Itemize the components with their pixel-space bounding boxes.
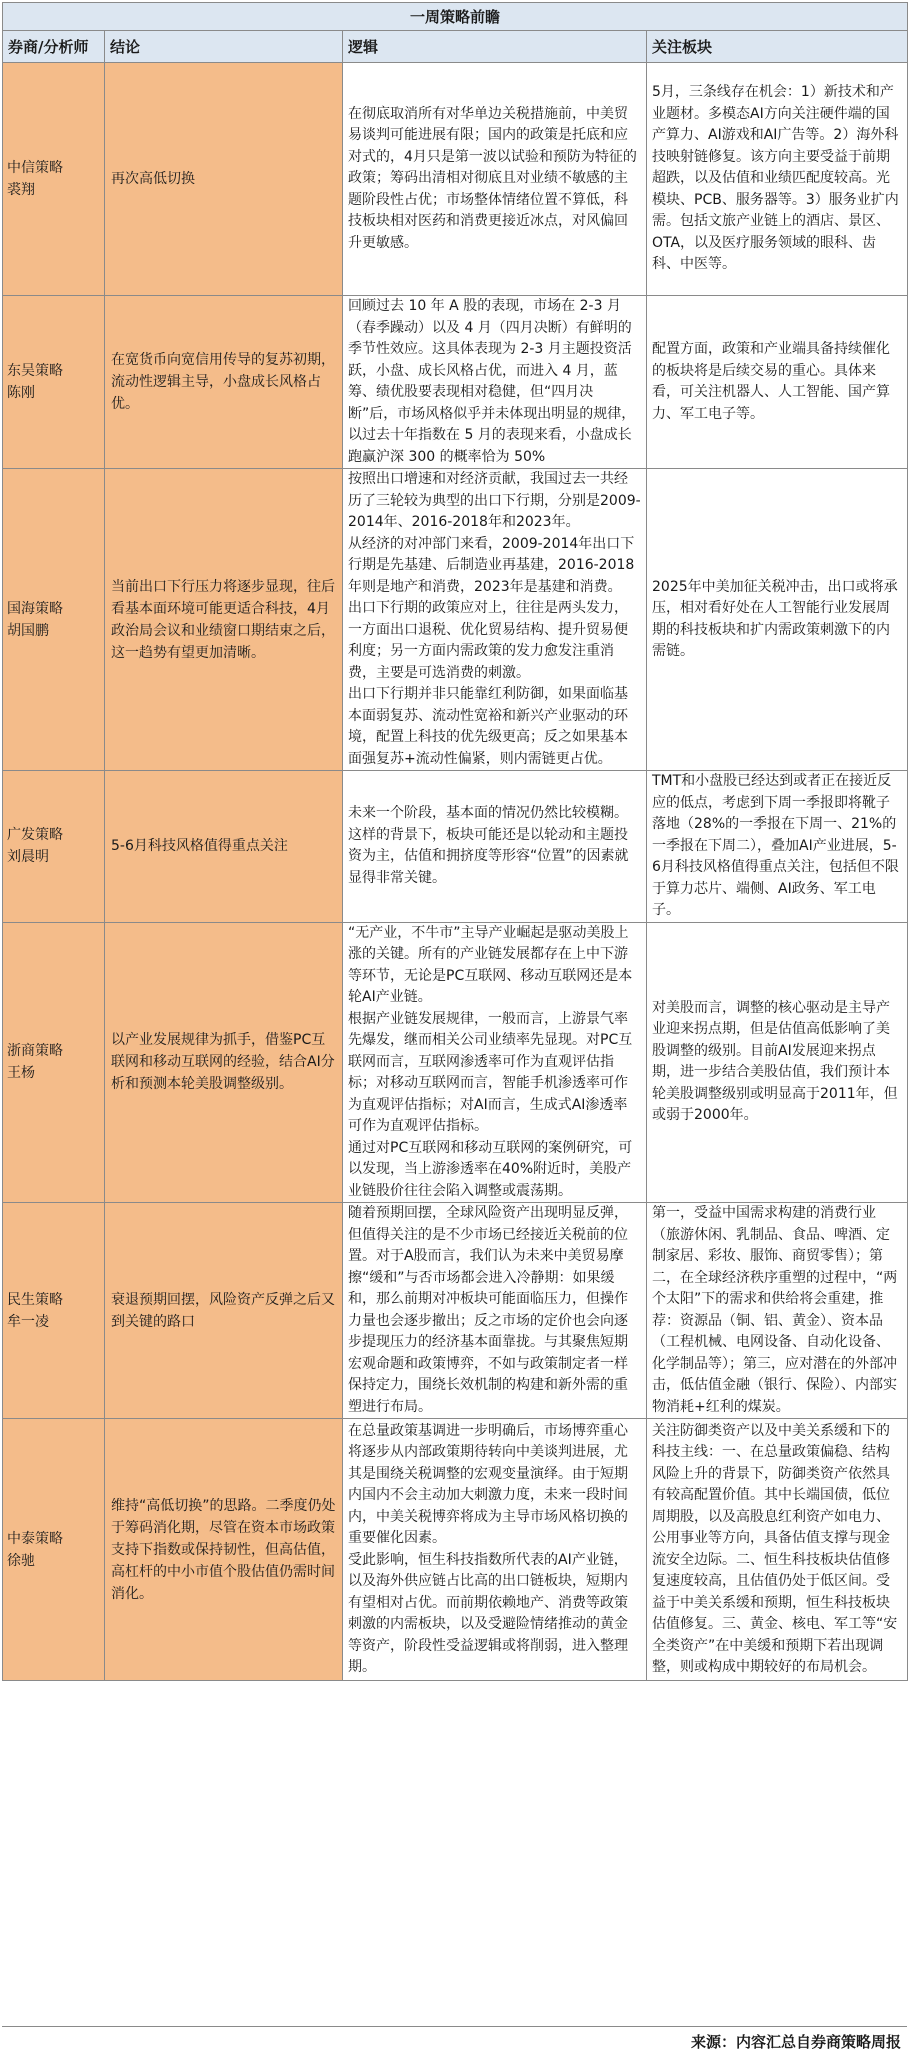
logic-cell [343, 63, 647, 296]
broker-name: 东吴策略 [7, 363, 63, 379]
broker-name: 国海策略 [7, 600, 63, 617]
logic-paragraph: 未来一个阶段，基本面的情况仍然比较模糊。这样的背景下，板块可能还是以轮动和主题投资为主，估值和拥挤度等形容“位置”的因素就显得非常关键。 [348, 805, 629, 886]
logic-cell [343, 1203, 647, 1419]
header-conclusion: 结论 [105, 31, 343, 63]
title-row [3, 3, 908, 31]
strategy-table [2, 2, 908, 1681]
analyst-name: 刘晨明 [7, 849, 49, 866]
focus-cell: 第一，受益中国需求构建的消费行业（旅游休闲、乳制品、食品、啤酒、定制家居、彩妆、服饰、商贸零售）；第二，在全球经济秩序重塑的过程中，“两个太阳”下的需求和供给将会重建，推荐：资源品（铜、铝、黄金）、资本品（工程机械、电网设备、自动化设备、化学制品等）；第三，应对潜在的外部冲击，低估值金融（银行、保险）、内部实物消耗+红利的煤炭。 [647, 1203, 908, 1419]
logic-paragraph: 通过对PC互联网和移动互联网的案例研究，可以发现，当上游渗透率在40%附近时，美股产业链股价往往会陷入调整或震荡期。 [348, 1139, 633, 1199]
broker-cell [3, 63, 105, 296]
table-row [3, 771, 908, 923]
logic-cell [343, 1419, 647, 1681]
broker-name: 广发策略 [7, 827, 63, 844]
conclusion-cell: 在宽货币向宽信用传导的复苏初期，流动性逻辑主导，小盘成长风格占优。 [105, 296, 343, 469]
table-body [3, 63, 908, 1681]
table-row [3, 922, 908, 1203]
focus-cell: TMT和小盘股已经达到或者正在接近反应的低点，考虑到下周一季报即将靴子落地（28%的一季报在下周一、21%的一季报在下周二），叠加AI产业进展，5-6月科技风格值得重点关注，包括但不限于算力芯片、端侧、AI政务、军工电子。 [647, 771, 908, 923]
header-focus: 关注板块 [647, 31, 908, 63]
footer-divider [2, 2026, 907, 2027]
broker-cell [3, 771, 105, 923]
logic-cell [343, 771, 647, 923]
focus-cell: 5月，三条线存在机会：1）新技术和产业题材。多模态AI方向关注硬件端的国产算力、AI游戏和AI广告等。2）海外科技映射链修复。该方向主要受益于前期超跌，以及估值和业绩匹配度较高。光模块、PCB、服务器等。3）服务业扩内需。包括文旅产业链上的酒店、景区、OTA，以及医疗服务领域的眼科、齿科、中医等。 [647, 63, 908, 296]
logic-cell [343, 296, 647, 469]
focus-cell: 对美股而言，调整的核心驱动是主导产业迎来拐点期，但是估值高低影响了美股调整的级别。目前AI发展迎来拐点期，进一步结合美股估值，我们预计本轮美股调整级别或明显高于2011年，但或弱于2000年。 [647, 922, 908, 1203]
table-row [3, 1203, 908, 1419]
table-row [3, 63, 908, 296]
logic-paragraph: 出口下行期并非只能靠红利防御，如果面临基本面弱复苏、流动性宽裕和新兴产业驱动的环境，配置上科技的优先级更高；反之如果基本面强复苏+流动性偏紧，则内需链更占优。 [348, 686, 628, 767]
broker-name: 中信策略 [7, 160, 63, 176]
table-row [3, 296, 908, 469]
logic-cell [343, 922, 647, 1203]
focus-cell: 关注防御类资产以及中美关系缓和下的科技主线：一、在总量政策偏稳、结构风险上升的背景下，防御类资产依然具有较高配置价值。其中长端国债，低位周期股，以及高股息红利资产如电力、公用事业等方向，具备估值支撑与现金流安全边际。二、恒生科技板块估值修复速度较高，且估值仍处于低区间。受益于中美关系缓和预期，恒生科技板块估值修复。三、黄金、核电、军工等“安全类资产”在中美缓和预期下若出现调整，则或构成中期较好的布局机会。 [647, 1419, 908, 1681]
broker-name: 中泰策略 [7, 1530, 63, 1547]
table-title: 一周策略前瞻 [3, 3, 908, 31]
logic-paragraph: 在总量政策基调进一步明确后，市场博弈重心将逐步从内部政策期待转向中美谈判进展，尤其是围绕关税调整的宏观变量演绎。由于短期内国内不会主动加大刺激力度，未来一段时间内，中美关税博弈将成为主导市场风格切换的重要催化因素。 [348, 1422, 628, 1546]
broker-name: 浙商策略 [7, 1043, 63, 1060]
header-broker: 券商/分析师 [3, 31, 105, 63]
focus-cell: 配置方面，政策和产业端具备持续催化的板块将是后续交易的重心。具体来看，可关注机器人、人工智能、国产算力、军工电子等。 [647, 296, 908, 469]
logic-paragraph: 在彻底取消所有对华单边关税措施前，中美贸易谈判可能进展有限；国内的政策是托底和应对式的，4月只是第一波以试验和预防为特征的政策；筹码出清相对彻底且对业绩不敏感的主题阶段性占优；市场整体情绪位置不算低，科技板块相对医药和消费更接近冰点，对风偏回升更敏感。 [348, 105, 637, 251]
logic-paragraph: “无产业，不牛市”主导产业崛起是驱动美股上涨的关键。所有的产业链发展都存在上中下游等环节，无论是PC互联网、移动互联网还是本轮AI产业链。 [348, 924, 633, 1005]
logic-paragraph: 随着预期回摆，全球风险资产出现明显反弹，但值得关注的是不少市场已经接近关税前的位置。对于A股而言，我们认为未来中美贸易摩擦“缓和”与否市场都会进入冷静期：如果缓和，那么前期对冲板块可能面临压力，但操作力量也会逐步撤出；反之市场的定价也会向逐步提现压力的经济基本面靠拢。与其聚焦短期宏观命题和政策博弈，不如与政策制定者一样保持定力，围绕长效机制的构建和新外需的重塑进行布局。 [348, 1205, 628, 1415]
analyst-name: 裘翔 [7, 182, 35, 198]
broker-name: 民生策略 [7, 1291, 63, 1308]
broker-cell [3, 469, 105, 771]
analyst-name: 陈刚 [7, 385, 35, 401]
logic-paragraph: 受此影响，恒生科技指数所代表的AI产业链，以及海外供应链占比高的出口链板块，短期内有望相对占优。而前期依赖地产、消费等政策刺激的内需板块，以及受避险情绪推动的黄金等资产，阶段性受益逻辑或将削弱，进入整理期。 [348, 1551, 628, 1675]
header-row [3, 31, 908, 63]
broker-cell [3, 1419, 105, 1681]
conclusion-cell: 衰退预期回摆，风险资产反弹之后又到关键的路口 [105, 1203, 343, 1419]
logic-paragraph: 出口下行期的政策应对上，往往是两头发力，一方面出口退税、优化贸易结构、提升贸易便利度；另一方面内需政策的发力愈发注重消费，主要是可选消费的刺激。 [348, 600, 628, 681]
logic-cell [343, 469, 647, 771]
broker-cell [3, 296, 105, 469]
analyst-name: 胡国鹏 [7, 622, 49, 639]
broker-cell [3, 1203, 105, 1419]
broker-cell [3, 922, 105, 1203]
analyst-name: 王杨 [7, 1065, 35, 1082]
conclusion-cell: 5-6月科技风格值得重点关注 [105, 771, 343, 923]
conclusion-cell: 当前出口下行压力将逐步显现，往后看基本面环境可能更适合科技，4月政治局会议和业绩窗口期结束之后，这一趋势有望更加清晰。 [105, 469, 343, 771]
header-logic: 逻辑 [343, 31, 647, 63]
analyst-name: 牟一凌 [7, 1313, 49, 1330]
conclusion-cell: 以产业发展规律为抓手，借鉴PC互联网和移动互联网的经验，结合AI分析和预测本轮美股调整级别。 [105, 922, 343, 1203]
analyst-name: 徐驰 [7, 1552, 35, 1569]
conclusion-cell: 再次高低切换 [105, 63, 343, 296]
source-note: 来源：内容汇总自券商策略周报 [690, 2033, 901, 2051]
table-row [3, 1419, 908, 1681]
logic-paragraph: 根据产业链发展规律，一般而言，上游景气率先爆发，继而相关公司业绩率先显现。对PC互联网而言，互联网渗透率可作为直观评估指标；对移动互联网而言，智能手机渗透率可作为直观评估指标；对AI而言，生成式AI渗透率可作为直观评估指标。 [348, 1010, 633, 1134]
logic-paragraph: 按照出口增速和对经济贡献，我国过去一共经历了三轮较为典型的出口下行期，分别是2009-2014年、2016-2018年和2023年。 [348, 471, 641, 530]
logic-paragraph: 从经济的对冲部门来看，2009-2014年出口下行期是先基建、后制造业再基建，2016-2018年则是地产和消费，2023年是基建和消费。 [348, 535, 635, 595]
conclusion-cell: 维持“高低切换”的思路。二季度仍处于筹码消化期，尽管在资本市场政策支持下指数或保持韧性，但高估值，高杠杆的中小市值个股估值仍需时间消化。 [105, 1419, 343, 1681]
focus-cell: 2025年中美加征关税冲击，出口或将承压，相对看好处在人工智能行业发展周期的科技板块和扩内需政策刺激下的内需链。 [647, 469, 908, 771]
logic-paragraph: 回顾过去 10 年 A 股的表现，市场在 2-3 月（春季躁动）以及 4 月（四月决断）有鲜明的季节性效应。这具体表现为 2-3 月主题投资活跃，小盘、成长风格占优，而进入 4 月，蓝筹、绩优股要表现相对稳健，但“四月决断”后，市场风格似乎并未体现出明显的规律，以过去十年指数在 5 月的表现来看，小盘成长跑赢沪深 300 的概率恰为 50% [348, 298, 636, 465]
table-row [3, 469, 908, 771]
